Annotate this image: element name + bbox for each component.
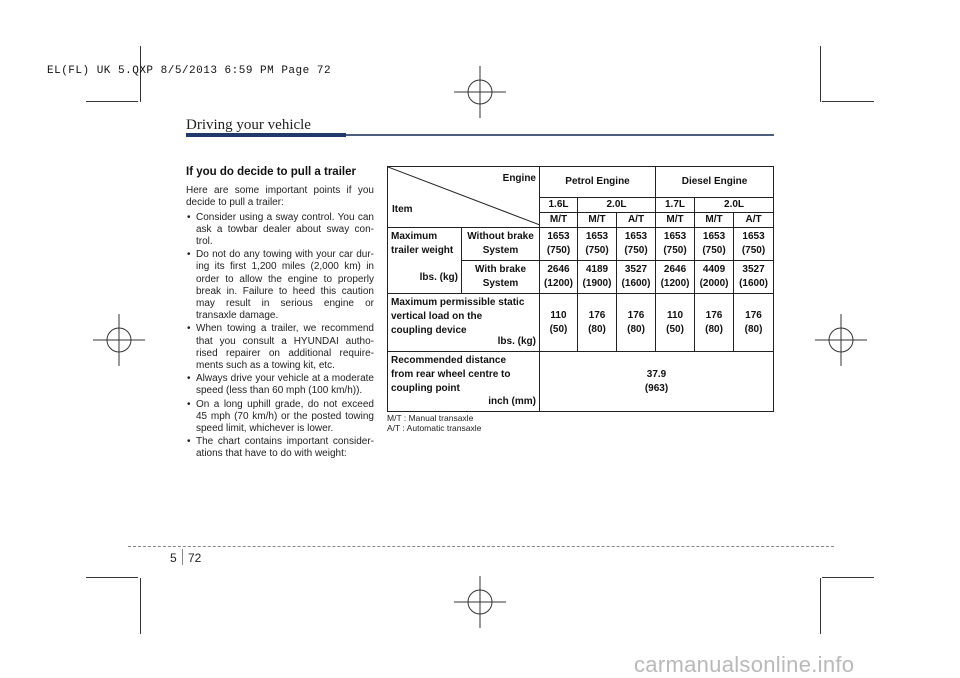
chapter-number: 5 [170, 551, 177, 565]
list-item: • On a long uphill grade, do not exceed 45 mph (70 km/h) or the posted towing speed limit, whichever is lower. [187, 398, 374, 435]
print-slug: EL(FL) UK 5.QXP 8/5/2013 6:59 PM Page 72 [47, 65, 332, 77]
registration-mark-bottom [454, 576, 506, 628]
displacement-cell: 1.6L [540, 198, 578, 213]
unit-label: lbs. (kg) [497, 336, 536, 347]
transmission-cell: M/T [695, 213, 734, 228]
bullet-icon: • [187, 436, 191, 448]
page-number: 72 [188, 551, 202, 565]
heading: If you do decide to pull a trailer [186, 166, 356, 178]
bullet-icon: • [187, 249, 191, 261]
displacement-cell: 2.0L [695, 198, 774, 213]
transmission-cell: M/T [656, 213, 695, 228]
table-cell: 2646 (1200) [540, 261, 578, 294]
table-cell: 3527 (1600) [734, 261, 774, 294]
table-cell: 110 (50) [656, 294, 695, 352]
title-rule [346, 134, 774, 136]
bullet-icon: • [187, 211, 191, 223]
transmission-cell: A/T [734, 213, 774, 228]
table-cell: 1653 (750) [540, 228, 578, 261]
table-cell: 4409 (2000) [695, 261, 734, 294]
list-item: • Always drive your vehicle at a moderate speed (less than 60 mph (100 km/h)). [187, 373, 374, 397]
trailer-spec-table [387, 166, 774, 412]
unit-label: lbs. (kg) [419, 272, 458, 283]
crop-mark [140, 578, 141, 634]
engine-header: Engine [502, 173, 536, 184]
instructions-column [186, 166, 374, 461]
table-cell: 1653 (750) [617, 228, 656, 261]
table-cell: 176 (80) [578, 294, 617, 352]
petrol-engine-header: Petrol Engine [540, 167, 656, 198]
watermark: carmanualsonline.info [634, 652, 855, 677]
table-cell: 176 (80) [734, 294, 774, 352]
displacement-cell: 1.7L [656, 198, 695, 213]
intro-text: Here are some important points if you decide to pull a trailer: [186, 185, 374, 209]
table-cell: 1653 (750) [656, 228, 695, 261]
table-cell: 4189 (1900) [578, 261, 617, 294]
crop-mark [822, 577, 874, 578]
transmission-cell: M/T [540, 213, 578, 228]
bullet-icon: • [187, 398, 191, 410]
distance-label: Recommended distance from rear wheel centre to coupling point inch (mm) [388, 352, 540, 412]
registration-mark-top [454, 66, 506, 118]
crop-mark [86, 101, 138, 102]
title-bar [186, 133, 346, 137]
item-header: Item [392, 204, 413, 215]
table-corner-header [388, 167, 540, 228]
diesel-engine-header: Diesel Engine [656, 167, 774, 198]
table-cell: 1653 (750) [734, 228, 774, 261]
static-load-label: Maximum permissible static vertical load on the coupling device lbs. (kg) [388, 294, 540, 352]
registration-mark-left [93, 314, 145, 366]
crop-mark [820, 578, 821, 634]
displacement-cell: 2.0L [578, 198, 656, 213]
with-brake-label: With brake System [462, 261, 540, 294]
table-cell: 2646 (1200) [656, 261, 695, 294]
table-cell: 110 (50) [540, 294, 578, 352]
section-title: Driving your vehicle [186, 117, 311, 133]
registration-mark-right [815, 314, 867, 366]
max-trailer-weight-label: Maximum trailer weight lbs. (kg) [388, 228, 462, 294]
list-item: • Do not do any towing with your car dur-ing its first 1,200 miles (2,000 km) in order to allow the engine to properly break in. Failure to heed this caution may result in serious engine or transaxle damage. [187, 249, 374, 322]
unit-label: inch (mm) [488, 396, 536, 407]
transmission-cell: A/T [617, 213, 656, 228]
list-item: • Consider using a sway control. You can ask a towbar dealer about sway con-trol. [187, 211, 374, 248]
crop-mark [820, 46, 821, 102]
table-notes [387, 413, 481, 433]
crop-mark [822, 101, 874, 102]
transmission-cell: M/T [578, 213, 617, 228]
list-item: • The chart contains important consider-ations that have to do with weight: [187, 436, 374, 460]
bullet-icon: • [187, 373, 191, 385]
table-cell: 176 (80) [617, 294, 656, 352]
without-brake-label: Without brake System [462, 228, 540, 261]
table-cell: 3527 (1600) [617, 261, 656, 294]
crop-mark [86, 577, 138, 578]
note-line: M/T : Manual transaxle [387, 413, 474, 423]
note-line: A/T : Automatic transaxle [387, 423, 482, 433]
page-number-separator [182, 549, 183, 565]
bullet-list [186, 212, 374, 461]
list-item: • When towing a trailer, we recommend that you consult a HYUNDAI autho-rised repairer on additional require-ments such as a towing kit, etc. [187, 323, 374, 372]
footer-divider [128, 546, 834, 547]
distance-value-cell: 37.9 (963) [540, 352, 774, 412]
bullet-icon: • [187, 323, 191, 335]
table-cell: 1653 (750) [695, 228, 734, 261]
table-cell: 1653 (750) [578, 228, 617, 261]
table-cell: 176 (80) [695, 294, 734, 352]
